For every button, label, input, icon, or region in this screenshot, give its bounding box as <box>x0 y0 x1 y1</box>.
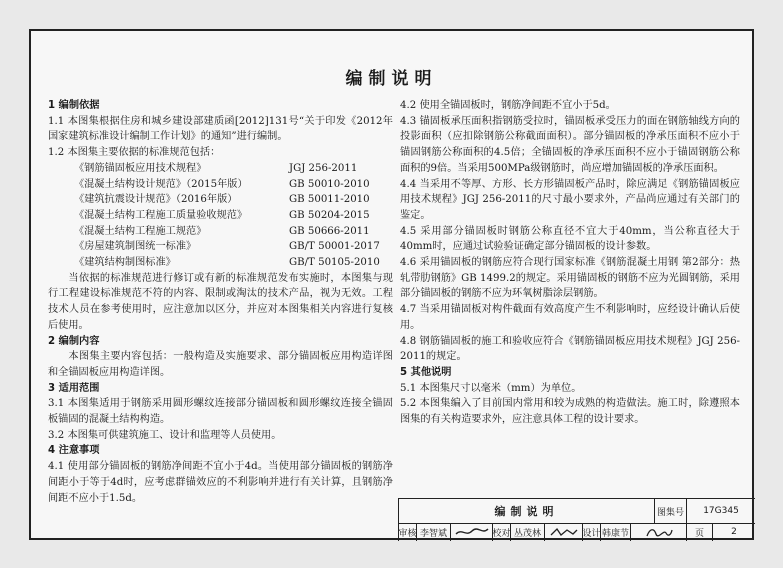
section-3-heading: 3 适用范围 <box>48 382 100 394</box>
clause-1-1: 1.1 本图集根据住房和城乡建设部建质函[2012]131号“关于印发《2012年国家建筑标准设计编制工作计划》的通知”进行编制。 <box>48 115 393 143</box>
reviewer-name: 李智斌 <box>417 523 451 541</box>
section-2-text: 本图集主要内容包括：一般构造及实施要求、部分锚固板应用构造详图和全锚固板应用构造详图。 <box>48 351 393 378</box>
title-block-title: 编制说明 <box>399 499 655 523</box>
standard-item: 《钢筋锚固板应用技术规程》 JGJ 256-2011 <box>74 162 358 174</box>
clause-5-1: 5.1 本图集尺寸以毫米（mm）为单位。 <box>400 382 582 394</box>
standard-item: 《混凝土结构工程施工质量验收规范》 GB 50204-2015 <box>74 209 370 221</box>
standard-item: 《混凝土结构设计规范》（2015年版） GB 50010-2010 <box>74 178 370 190</box>
standard-item: 《建筑抗震设计规范》（2016年版） GB 50011-2010 <box>74 194 370 206</box>
title-block-row-top <box>399 499 755 524</box>
clause-1-2: 1.2 本图集主要依据的标准规范包括： <box>48 147 221 159</box>
signature-scribble-icon <box>549 526 579 538</box>
clause-3-1: 3.1 本图集适用于钢筋采用圆形螺纹连接部分锚固板和圆形螺纹连接全锚固板锚固的混凝土结构构造。 <box>48 398 393 426</box>
right-column <box>400 98 740 428</box>
page-number: 2 <box>731 527 737 537</box>
clause-4-6: 4.6 采用锚固板的钢筋应符合现行国家标准《钢筋混凝土用钢 第2部分：热轧带肋钢筋》GB 1499.2的规定。采用锚固板的钢筋不应为光圆钢筋，采用部分锚固板的钢筋不应为环氧树脂涂层钢筋。 <box>400 257 740 300</box>
clause-4-4: 4.4 当采用不等厚、方形、长方形锚固板产品时，除应满足《钢筋锚固板应用技术规程》JGJ 256-2011的尺寸最小要求外，产品尚应通过有关部门的鉴定。 <box>400 178 740 221</box>
checker-signature <box>545 523 583 541</box>
drawing-sheet <box>29 29 754 540</box>
standards-note: 当依据的标准规范进行修订或有新的标准规范发布实施时，本图集与现行工程建设标准规范不符的内容、限制或淘汰的技术产品，视为无效。工程技术人员在参考使用时，应注意加以区分，并应对本图集相关内容进行复核后使用。 <box>48 272 393 331</box>
standard-item: 《混凝土结构工程施工规范》 GB 50666-2011 <box>74 225 370 237</box>
signature-scribble-icon <box>454 526 490 538</box>
clause-4-1: 4.1 使用部分锚固板的钢筋净间距不宜小于4d。当使用部分锚固板的钢筋净间距小于等于4d时，应考虑群锚效应的不利影响并进行有关计算，且钢筋净间距不应小于1.5d。 <box>48 461 393 504</box>
atlas-number-label: 图集号 <box>655 499 687 523</box>
clause-4-8: 4.8 钢筋锚固板的施工和验收应符合《钢筋锚固板应用技术规程》JGJ 256-2011的规定。 <box>400 335 740 363</box>
reviewer-signature <box>451 523 493 541</box>
title-block-row-bottom <box>399 523 755 541</box>
standard-item: 《房屋建筑制图统一标准》 GB/T 50001-2017 <box>74 241 380 253</box>
clause-3-2: 3.2 本图集可供建筑施工、设计和监理等人员使用。 <box>48 429 282 441</box>
checker-name: 丛茂林 <box>511 523 545 541</box>
clause-4-7: 4.7 当采用锚固板对构件截面有效高度产生不利影响时，应经设计确认后使用。 <box>400 304 740 331</box>
section-1-heading: 1 编制依据 <box>48 100 100 111</box>
section-5-heading: 5 其他说明 <box>400 366 452 378</box>
section-4-heading: 4 注意事项 <box>48 445 100 457</box>
signature-scribble-icon <box>644 526 674 538</box>
clause-5-2: 5.2 本图集编入了目前国内常用和较为成熟的构造做法。施工时，除遵照本图集的有关构造要求外，应注意具体工程的设计要求。 <box>400 398 740 426</box>
review-label: 审核 <box>399 523 417 541</box>
page-title: 编制说明 <box>345 69 438 89</box>
designer-signature <box>631 523 687 541</box>
check-label: 校对 <box>493 523 511 541</box>
left-column <box>48 98 393 506</box>
design-label: 设计 <box>583 523 601 541</box>
section-2-heading: 2 编制内容 <box>48 335 100 347</box>
standard-item: 《建筑结构制图标准》 GB/T 50105-2010 <box>74 257 380 269</box>
clause-4-5: 4.5 采用部分锚固板时钢筋公称直径不宜大于40mm，当公称直径大于40mm时，应通过试验验证确定部分锚固板的设计参数。 <box>400 225 740 253</box>
designer-name: 韩康节 <box>601 523 631 541</box>
title-block <box>398 498 755 541</box>
standards-list <box>48 161 393 271</box>
clause-4-3: 4.3 锚固板承压面积指钢筋受拉时，锚固板承受压力的面在钢筋轴线方向的投影面积（应扣除钢筋公称截面面积）。部分锚固板的净承压面积不应小于锚固钢筋公称面积的4.5倍；全锚固板的净承压面积不应小于锚固钢筋公称面积的9倍。当采用500MPa级钢筋时，尚应增加锚固板的净承压面积。 <box>400 115 740 174</box>
atlas-number: 17G345 <box>703 506 739 516</box>
clause-4-2: 4.2 使用全锚固板时，钢筋净间距不宜小于5d。 <box>400 100 616 111</box>
page-label: 页 <box>687 523 713 541</box>
